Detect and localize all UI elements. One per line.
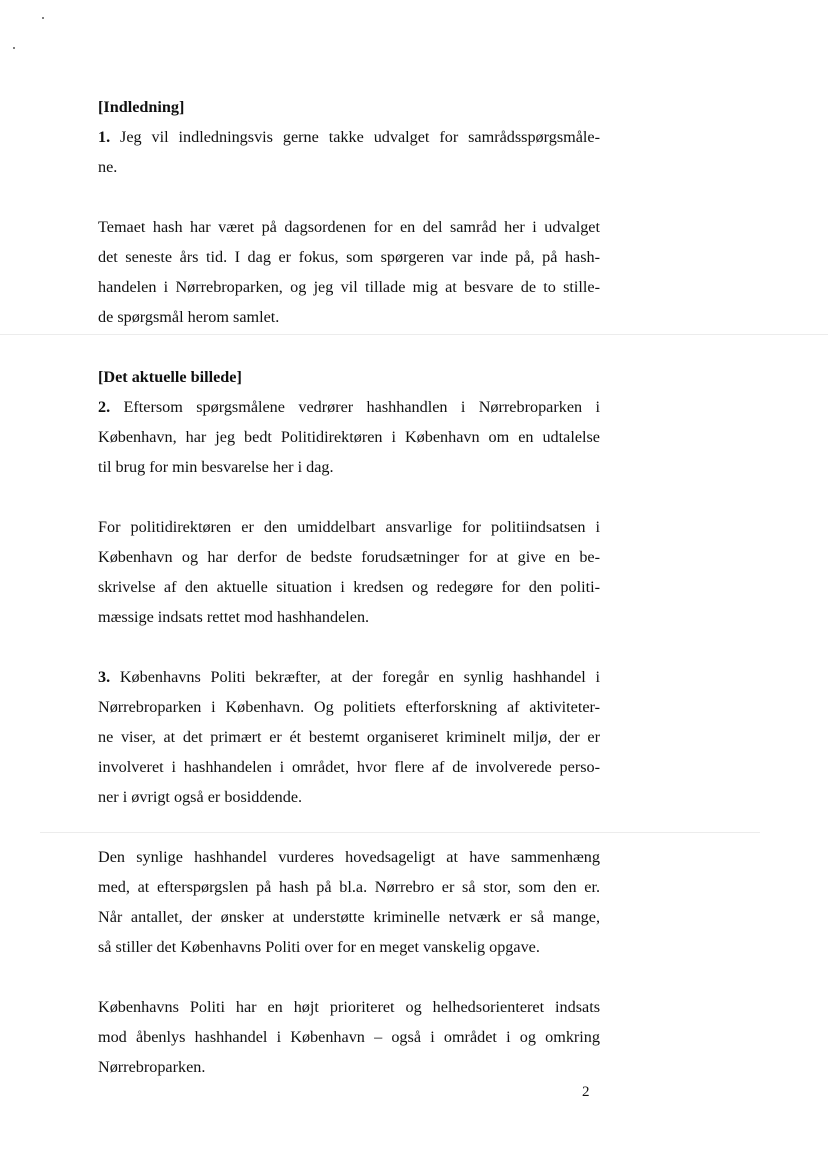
paragraph <box>98 512 600 632</box>
text-line: mod åbenlys hashhandel i København – også i området i og omkring <box>98 1028 600 1046</box>
paragraph-number: 1. <box>98 128 111 146</box>
paragraph-gap <box>98 182 600 212</box>
text-line: til brug for min besvarelse her i dag. <box>98 458 334 476</box>
paragraph <box>98 122 600 182</box>
text-line: Nørrebroparken. <box>98 1058 206 1076</box>
section-heading: [Det aktuelle billede] <box>98 368 242 386</box>
section-heading: [Indledning] <box>98 98 185 116</box>
text-line: 1. Jeg vil indledningsvis gerne takke udvalget for samrådsspørgsmåle- <box>98 128 600 146</box>
text-line: det seneste års tid. I dag er fokus, som spørgeren var inde på, på hash- <box>98 248 600 266</box>
text-line: 3. Københavns Politi bekræfter, at der foregår en synlig hashhandel i <box>98 668 600 686</box>
text-line: Københavns Politi har en højt prioriteret og helhedsorienteret indsats <box>98 998 600 1016</box>
text-line: skrivelse af den aktuelle situation i kredsen og redegøre for den politi- <box>98 578 600 596</box>
text-line: 2. Eftersom spørgsmålene vedrører hashhandlen i Nørrebroparken i <box>98 398 600 416</box>
text-line: handelen i Nørrebroparken, og jeg vil tillade mig at besvare de to stille- <box>98 278 600 296</box>
text-line: med, at efterspørgslen på hash på bl.a. Nørrebro er så stor, som den er. <box>98 878 600 896</box>
text-line: Den synlige hashhandel vurderes hovedsageligt at have sammenhæng <box>98 848 600 866</box>
text-line: ne viser, at det primært er ét bestemt organiseret kriminelt miljø, der er <box>98 728 600 746</box>
paragraph <box>98 662 600 812</box>
paragraph <box>98 992 600 1082</box>
scan-speck <box>13 47 15 49</box>
text-line: For politidirektøren er den umiddelbart ansvarlige for politiindsatsen i <box>98 518 600 536</box>
paragraph-number: 3. <box>98 668 111 686</box>
text-line: Temaet hash har været på dagsordenen for en del samråd her i udvalget <box>98 218 600 236</box>
text-line: København og har derfor de bedste forudsætninger for at give en be- <box>98 548 600 566</box>
text-line: så stiller det Københavns Politi over for en meget vanskelig opgave. <box>98 938 540 956</box>
paragraph-gap <box>98 632 600 662</box>
page-number: 2 <box>582 1084 590 1100</box>
text-line: involveret i hashhandelen i området, hvor flere af de involverede perso- <box>98 758 600 776</box>
text-line: mæssige indsats rettet mod hashhandelen. <box>98 608 370 626</box>
scan-speck <box>42 17 44 19</box>
paragraph-gap <box>98 332 600 362</box>
text-line: ne. <box>98 158 118 176</box>
text-line: ner i øvrigt også er bosiddende. <box>98 788 303 806</box>
text-line: København, har jeg bedt Politidirektøren i København om en udtalelse <box>98 428 600 446</box>
paragraph-gap <box>98 482 600 512</box>
paragraph <box>98 842 600 962</box>
text-line: Når antallet, der ønsker at understøtte kriminelle netværk er så mange, <box>98 908 600 926</box>
paragraph-gap <box>98 962 600 992</box>
text-line: Nørrebroparken i København. Og politiets efterforskning af aktiviteter- <box>98 698 600 716</box>
paragraph-gap <box>98 812 600 842</box>
paragraph <box>98 212 600 332</box>
document-body <box>98 92 600 1082</box>
text-line: de spørgsmål herom samlet. <box>98 308 280 326</box>
paragraph-number: 2. <box>98 398 111 416</box>
paragraph <box>98 392 600 482</box>
